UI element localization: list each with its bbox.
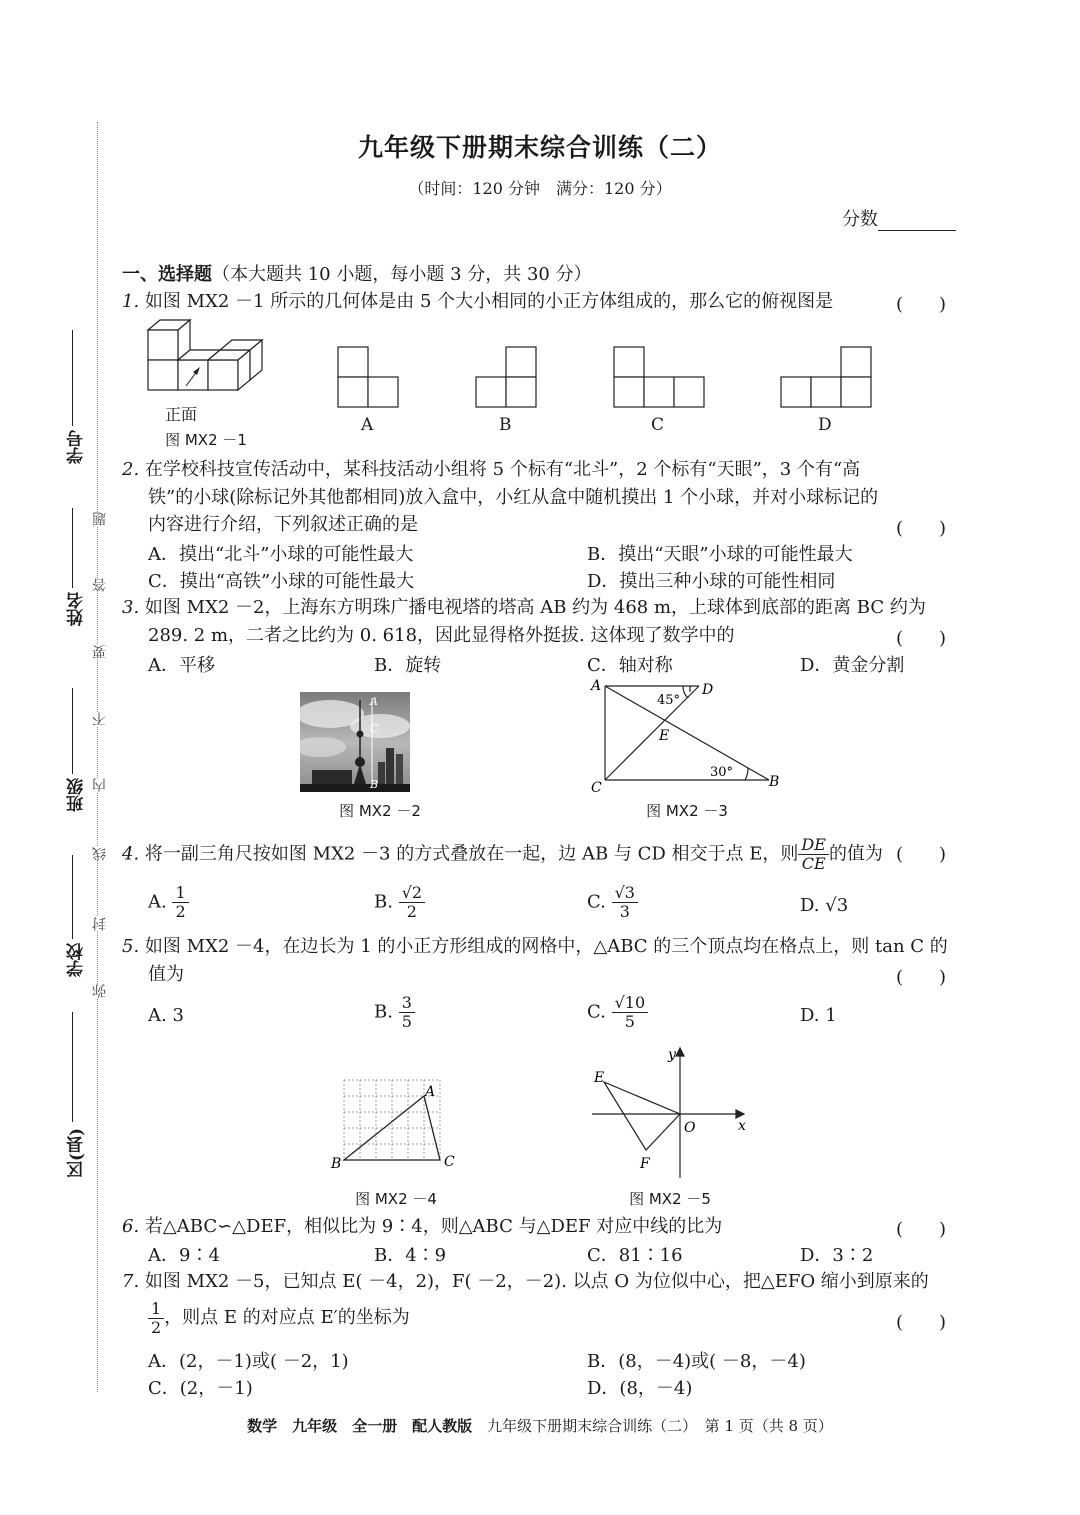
axis-y-label: y (668, 1047, 676, 1063)
option-b-label: B (499, 415, 512, 435)
option-label: C. (587, 891, 606, 913)
section-title: 一、选择题 (122, 264, 212, 285)
school-label: 学校 (67, 943, 87, 977)
option-c[interactable]: C．摸出“高铁”小球的可能性最大 (148, 571, 415, 592)
question-2-line-3: 内容进行介绍，下列叙述正确的是 (148, 514, 418, 535)
point-f-label: F (640, 1156, 650, 1172)
fraction-numerator: DE (798, 836, 829, 855)
fig3-label: E (659, 728, 670, 744)
question-text: 如图 MX2 －1 所示的几何体是由 5 个大小相同的小正方体组成的，那么它的俯视图是 (144, 291, 834, 312)
question-7-line-2 (148, 1298, 410, 1338)
sidebar-field-school (60, 855, 87, 995)
option-a-label: A (361, 415, 374, 435)
question-text-tail: ，则点 E 的对应点 E′的坐标为 (164, 1307, 410, 1328)
fig3-label: A (591, 678, 602, 694)
option-b[interactable]: B．(8，－4)或( －8，－4) (587, 1351, 806, 1372)
student-id-label: 学号 (67, 430, 87, 464)
question-number: 2. (122, 459, 140, 480)
sidebar-field-class (60, 688, 87, 838)
answer-bracket-q3[interactable]: ( ) (896, 628, 947, 649)
point-e-label: E (594, 1070, 605, 1086)
option-a[interactable]: A．(2，－1)或( －2，1) (148, 1351, 349, 1372)
seal-char: 封 (92, 917, 108, 931)
option-label: D. (800, 1005, 820, 1026)
figure-caption: 图 MX2 －2 (339, 802, 421, 820)
question-text: 如图 MX2 －5，已知点 E( －4，2)，F( －2，－2). 以点 O 为位似中心，把△EFO 缩小到原来的 (144, 1271, 929, 1292)
fraction-denominator: 5 (624, 1012, 635, 1031)
option-value: √3 (825, 895, 849, 916)
sidebar-field-name (60, 508, 87, 648)
option-a[interactable]: A．摸出“北斗”小球的可能性最大 (148, 544, 414, 565)
district-label: 区(县) (67, 1128, 87, 1179)
question-1 (122, 288, 833, 315)
fraction-denominator: 2 (151, 1317, 162, 1337)
fraction-denominator: 2 (406, 902, 417, 921)
fig2-label: B (370, 778, 379, 791)
figure-caption: 图 MX2 －5 (629, 1190, 711, 1208)
question-number: 5. (122, 936, 140, 957)
question-2 (122, 456, 860, 483)
question-text: 在学校科技宣传活动中，某科技活动小组将 5 个标有“北斗”，2 个标有“天眼”，3 个有“高 (144, 459, 861, 480)
option-c[interactable] (587, 994, 648, 1031)
sidebar-field-district (60, 1012, 87, 1192)
option-c[interactable]: C．轴对称 (587, 655, 673, 676)
question-2-line-2: 铁”的小球(除标记外其他都相同)放入盒中，小红从盒中随机摸出 1 个小球，并对小球标记的 (148, 487, 879, 508)
origin-label: O (684, 1120, 696, 1136)
option-value: 3 (172, 1005, 184, 1026)
option-b[interactable]: B．旋转 (374, 655, 442, 676)
question-number: 4. (122, 843, 140, 865)
fraction-numerator: 1 (172, 884, 188, 903)
option-label: B. (374, 1001, 393, 1023)
fraction-denominator: 2 (175, 902, 186, 921)
fraction-numerator: 3 (399, 994, 415, 1013)
page-title: 九年级下册期末综合训练（二） (357, 133, 722, 162)
exam-info: （时间：120 分钟 满分：120 分） (408, 179, 672, 198)
option-c-top-view[interactable] (613, 346, 705, 408)
question-7 (122, 1268, 929, 1295)
answer-bracket-q1[interactable]: ( ) (896, 294, 947, 315)
fraction-one-half (148, 1300, 164, 1337)
figure-mx2-3-triangles (585, 674, 785, 794)
option-b[interactable]: B．4∶9 (374, 1245, 447, 1266)
answer-bracket-q5[interactable]: ( ) (896, 967, 947, 988)
question-text: 如图 MX2 －2，上海东方明珠广播电视塔的塔高 AB 约为 468 m，上球体到底部的距离 BC 约为 (144, 597, 926, 618)
section-heading (122, 261, 592, 288)
fig3-label: B (769, 774, 780, 790)
question-text: 若△ABC∽△DEF，相似比为 9∶4，则△ABC 与△DEF 对应中线的比为 (144, 1216, 723, 1237)
front-label: 正面 (165, 405, 198, 424)
question-number: 7. (122, 1271, 140, 1292)
option-fraction (612, 884, 638, 921)
option-a[interactable]: A．9∶4 (148, 1245, 220, 1266)
page-footer (0, 1415, 1080, 1436)
question-5 (122, 933, 948, 960)
fig2-label: A (370, 695, 378, 708)
option-d-label: D (818, 415, 832, 435)
figure-caption: 图 MX2 －4 (355, 1190, 437, 1208)
axis-x-label: x (738, 1118, 746, 1134)
seal-char: 答 (92, 578, 108, 592)
option-c[interactable]: C．81∶16 (587, 1245, 683, 1266)
option-c-label: C (651, 415, 665, 435)
option-fraction (399, 994, 415, 1031)
section-note: （本大题共 10 小题，每小题 3 分，共 30 分） (212, 264, 592, 285)
fraction-de-over-ce (798, 836, 829, 873)
option-b[interactable] (374, 994, 415, 1031)
fig3-angle-45: 45° (657, 693, 681, 708)
name-label: 姓名 (67, 592, 87, 626)
question-3-line-2: 289. 2 m，二者之比约为 0. 618，因此显得格外挺拔. 这体现了数学中的 (148, 625, 735, 646)
footer-page-info: 九年级下册期末综合训练（二） 第 1 页（共 8 页） (472, 1417, 833, 1435)
class-label: 班级 (67, 778, 87, 812)
seal-char: 不 (92, 712, 108, 726)
option-label: D. (800, 895, 820, 916)
option-c[interactable] (587, 884, 638, 921)
option-c[interactable]: C．(2，－1) (148, 1378, 253, 1399)
answer-bracket-q7[interactable]: ( ) (896, 1312, 947, 1333)
score-blank[interactable] (878, 210, 956, 231)
seal-char: 弥 (92, 984, 108, 998)
student-id-line[interactable] (72, 330, 73, 426)
figure-mx2-1 (140, 316, 270, 416)
answer-bracket-q4[interactable]: ( ) (896, 844, 947, 865)
option-label: A. (148, 891, 167, 913)
school-line[interactable] (72, 855, 73, 939)
option-a[interactable] (148, 884, 189, 921)
question-text: 将一副三角尺按如图 MX2 －3 的方式叠放在一起，边 AB 与 CD 相交于点 E，则 (144, 843, 799, 865)
option-d[interactable]: D．(8，－4) (587, 1378, 693, 1399)
fig4-label: C (444, 1154, 455, 1170)
figure-mx2-5-coordinates (588, 1044, 752, 1180)
binding-dotted-line (97, 122, 98, 1392)
option-d-top-view[interactable] (780, 346, 872, 408)
option-a-top-view[interactable] (337, 346, 399, 408)
score-field (842, 205, 956, 231)
fraction-numerator: 1 (148, 1300, 164, 1319)
fig3-label: C (591, 780, 602, 794)
question-text-tail: 的值为 (828, 843, 883, 865)
score-label: 分数 (842, 209, 878, 230)
fraction-denominator: 5 (401, 1012, 412, 1031)
fig2-label: C (370, 722, 379, 735)
seal-char: 题 (92, 512, 108, 526)
question-text: 如图 MX2 －4，在边长为 1 的小正方形组成的网格中，△ABC 的三个顶点均在格点上，则 tan C 的 (144, 936, 948, 957)
option-fraction (612, 994, 649, 1031)
fraction-denominator: 3 (619, 902, 630, 921)
option-d[interactable]: D．黄金分割 (800, 655, 905, 676)
seal-char: 内 (92, 778, 108, 792)
seal-char: 线 (92, 847, 108, 861)
question-number: 1. (122, 291, 140, 312)
question-5-line-2: 值为 (148, 964, 184, 985)
seal-char: 要 (92, 645, 108, 659)
district-line[interactable] (72, 1012, 73, 1122)
figure-mx2-4-grid (328, 1074, 468, 1174)
option-b-top-view[interactable] (475, 346, 537, 408)
option-a[interactable]: A．平移 (148, 655, 215, 676)
option-b[interactable] (374, 884, 425, 921)
option-fraction (172, 884, 188, 921)
question-3 (122, 594, 926, 621)
fig4-label: A (425, 1084, 436, 1100)
answer-bracket-q6[interactable]: ( ) (896, 1219, 947, 1240)
fraction-numerator: √3 (612, 884, 638, 903)
fraction-numerator: √10 (612, 994, 649, 1013)
option-b[interactable]: B．摸出“天眼”小球的可能性最大 (587, 544, 853, 565)
option-d[interactable]: D．摸出三种小球的可能性相同 (587, 571, 836, 592)
option-value: 1 (825, 1005, 837, 1026)
fig3-angle-30: 30° (710, 765, 734, 780)
fig3-label: D (702, 682, 714, 698)
name-line[interactable] (72, 508, 73, 588)
fraction-numerator: √2 (399, 884, 425, 903)
footer-book: 数学 九年级 全一册 配人教版 (247, 1417, 473, 1435)
option-d[interactable]: D．3∶2 (800, 1245, 874, 1266)
figure-mx2-2-tower-photo (300, 692, 410, 792)
fraction-denominator: CE (801, 854, 826, 873)
question-6 (122, 1213, 722, 1240)
option-fraction (399, 884, 425, 921)
answer-bracket-q2[interactable]: ( ) (896, 518, 947, 539)
sidebar-field-student-id (60, 330, 87, 490)
option-a[interactable] (148, 1005, 184, 1026)
option-label: B. (374, 891, 393, 913)
option-label: C. (587, 1001, 606, 1023)
figure-caption: 图 MX2 －1 (165, 431, 247, 449)
question-number: 6. (122, 1216, 140, 1237)
option-d[interactable] (800, 1005, 837, 1026)
class-line[interactable] (72, 688, 73, 774)
fig4-label: B (331, 1156, 342, 1172)
option-label: A. (148, 1005, 167, 1026)
option-d[interactable] (800, 895, 848, 916)
question-4 (122, 836, 883, 873)
question-number: 3. (122, 597, 140, 618)
figure-caption: 图 MX2 －3 (646, 802, 728, 820)
